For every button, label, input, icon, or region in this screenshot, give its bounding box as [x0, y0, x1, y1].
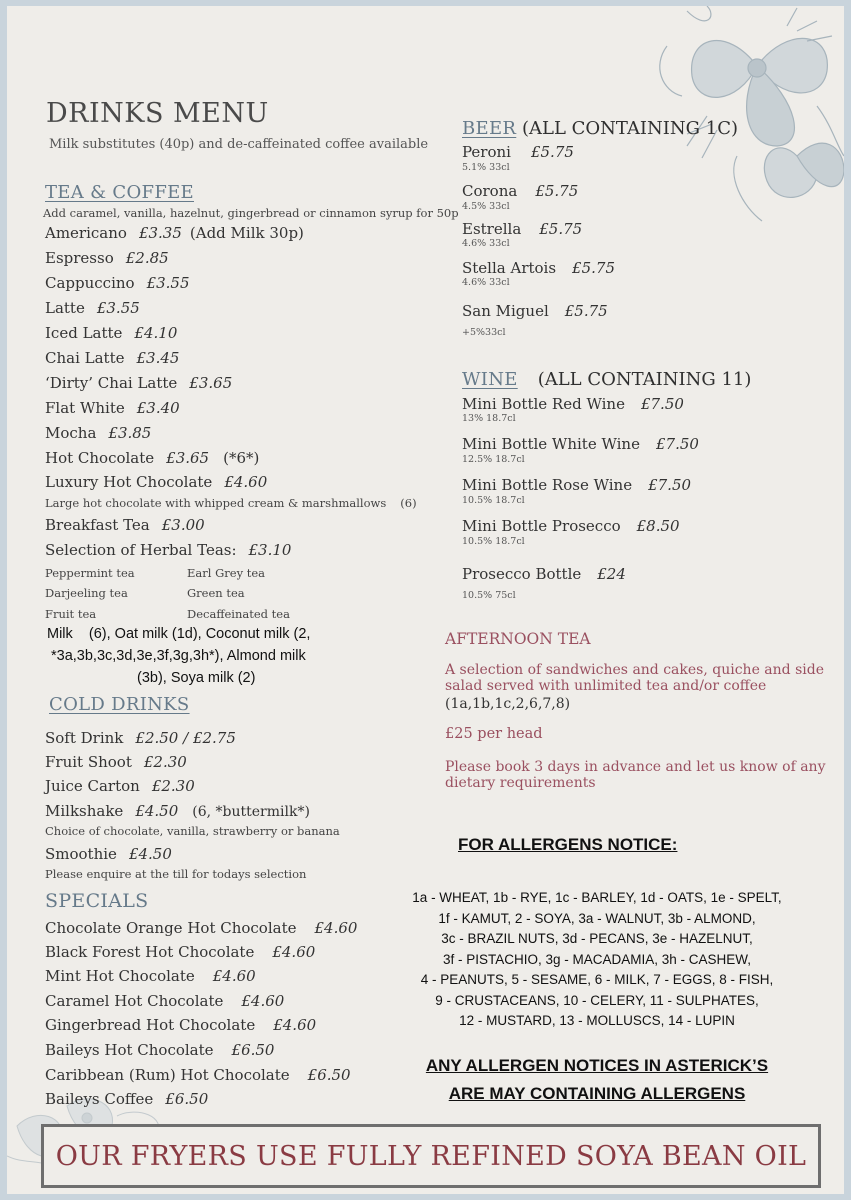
allergen-line: 4 - PEANUTS, 5 - SESAME, 6 - MILK, 7 - EGGS, 8 - FISH, [420, 972, 774, 987]
menu-item: Baileys Coffee £6.50 [45, 1090, 209, 1108]
menu-item: Black Forest Hot Chocolate £4.60 [45, 943, 316, 961]
afternoon-tea-price: £25 per head [445, 726, 543, 742]
drink-detail: +5%33cl [462, 327, 506, 338]
afternoon-tea-description: salad served with unlimited tea and/or coffee [445, 678, 767, 694]
drink-detail: 4.6% 33cl [462, 238, 510, 249]
menu-item: Peroni £5.75 [462, 143, 574, 161]
specials-heading: SPECIALS [45, 890, 149, 912]
tea-option: Peppermint tea [45, 566, 135, 580]
menu-item: Chai Latte £3.45 [45, 349, 180, 367]
menu-item: ‘Dirty’ Chai Latte £3.65 [45, 374, 233, 392]
menu-item: Iced Latte £4.10 [45, 324, 178, 342]
menu-item: Mini Bottle Red Wine £7.50 [462, 395, 684, 413]
menu-item: Gingerbread Hot Chocolate £4.60 [45, 1016, 317, 1034]
smoothie-note: Please enquire at the till for todays selection [45, 867, 307, 881]
milk-allergens-line: Milk (6), Oat milk (1d), Coconut milk (2, [47, 626, 311, 642]
luxury-note: Large hot chocolate with whipped cream & marshmallows (6) [45, 496, 417, 510]
menu-item: Mini Bottle White Wine £7.50 [462, 435, 699, 453]
tea-coffee-heading: TEA & COFFEE [45, 182, 194, 203]
afternoon-tea-description: A selection of sandwiches and cakes, quiche and side [445, 662, 824, 678]
menu-item: Espresso £2.85 [45, 249, 169, 267]
allergens-list [377, 888, 817, 1032]
drink-detail: 10.5% 75cl [462, 590, 516, 601]
drink-detail: 4.6% 33cl [462, 277, 510, 288]
asterisk-notice-line: ARE MAY CONTAINING ALLERGENS [448, 1084, 746, 1103]
menu-item: Prosecco Bottle £24 [462, 565, 626, 583]
drink-detail: 5.1% 33cl [462, 162, 510, 173]
asterisk-notice-line: ANY ALLERGEN NOTICES IN ASTERICK’S [425, 1056, 769, 1075]
menu-item: Mint Hot Chocolate £4.60 [45, 967, 256, 985]
fryer-oil-notice-text: OUR FRYERS USE FULLY REFINED SOYA BEAN OIL [55, 1140, 807, 1172]
milk-allergens-line: (3b), Soya milk (2) [137, 670, 256, 686]
afternoon-tea-heading: AFTERNOON TEA [445, 630, 591, 648]
menu-item: Mini Bottle Rose Wine £7.50 [462, 476, 692, 494]
wine-heading: WINE (ALL CONTAINING 11) [462, 369, 752, 390]
page-subtitle: Milk substitutes (40p) and de-caffeinated coffee available [49, 137, 429, 152]
menu-item: Corona £5.75 [462, 182, 579, 200]
menu-item: Chocolate Orange Hot Chocolate £4.60 [45, 919, 358, 937]
menu-item: Mini Bottle Prosecco £8.50 [462, 517, 680, 535]
milk-allergens-line: *3a,3b,3c,3d,3e,3f,3g,3h*), Almond milk [51, 648, 306, 664]
afternoon-tea-booking: Please book 3 days in advance and let us know of any [445, 759, 826, 775]
menu-item: Fruit Shoot £2.30 [45, 753, 187, 771]
drink-detail: 13% 18.7cl [462, 413, 516, 424]
menu-item: Selection of Herbal Teas: £3.10 [45, 541, 292, 559]
tea-option: Decaffeinated tea [187, 607, 290, 621]
menu-item: Smoothie £4.50 [45, 845, 172, 863]
menu-item: Caribbean (Rum) Hot Chocolate £6.50 [45, 1066, 351, 1084]
asterisk-notice [377, 1052, 817, 1108]
syrup-note: Add caramel, vanilla, hazelnut, gingerbread or cinnamon syrup for 50p [43, 206, 459, 220]
milkshake-note: Choice of chocolate, vanilla, strawberry or banana [45, 824, 340, 838]
drink-detail: 4.5% 33cl [462, 201, 510, 212]
afternoon-tea-allergens: (1a,1b,1c,2,6,7,8) [445, 696, 571, 712]
menu-item: Cappuccino £3.55 [45, 274, 190, 292]
menu-item: Hot Chocolate £3.65 (*6*) [45, 449, 260, 467]
allergens-heading: FOR ALLERGENS NOTICE: [458, 835, 678, 854]
menu-item: Baileys Hot Chocolate £6.50 [45, 1041, 275, 1059]
menu-item: Latte £3.55 [45, 299, 140, 317]
menu-item: Luxury Hot Chocolate £4.60 [45, 473, 268, 491]
allergen-line: 12 - MUSTARD, 13 - MOLLUSCS, 14 - LUPIN [459, 1013, 735, 1028]
menu-item: San Miguel £5.75 [462, 302, 608, 320]
allergen-line: 1a - WHEAT, 1b - RYE, 1c - BARLEY, 1d - OATS, 1e - SPELT, [412, 890, 782, 905]
allergen-line: 9 - CRUSTACEANS, 10 - CELERY, 11 - SULPHATES, [435, 992, 759, 1008]
menu-item: Breakfast Tea £3.00 [45, 516, 205, 534]
beer-heading: BEER (ALL CONTAINING 1C) [462, 118, 739, 139]
allergen-line: 3f - PISTACHIO, 3g - MACADAMIA, 3h - CASHEW, [442, 951, 752, 967]
allergen-line: 1f - KAMUT, 2 - SOYA, 3a - WALNUT, 3b - ALMOND, [438, 910, 756, 926]
drink-detail: 12.5% 18.7cl [462, 454, 525, 465]
drink-detail: 10.5% 18.7cl [462, 536, 525, 547]
tea-option: Earl Grey tea [187, 566, 266, 580]
fryer-oil-notice [41, 1124, 821, 1188]
menu-item: Stella Artois £5.75 [462, 259, 615, 277]
tea-option: Fruit tea [45, 607, 97, 621]
menu-item: Soft Drink £2.50 / £2.75 [45, 729, 236, 747]
cold-drinks-heading: COLD DRINKS [49, 694, 190, 715]
menu-item: Americano £3.35 (Add Milk 30p) [45, 224, 304, 242]
drink-detail: 10.5% 18.7cl [462, 495, 525, 506]
menu-item: Juice Carton £2.30 [45, 777, 195, 795]
menu-item: Milkshake £4.50 (6, *buttermilk*) [45, 802, 310, 820]
menu-page [7, 6, 844, 1194]
menu-item: Estrella £5.75 [462, 220, 583, 238]
allergen-line: 3c - BRAZIL NUTS, 3d - PECANS, 3e - HAZELNUT, [441, 931, 753, 946]
tea-option: Darjeeling tea [45, 586, 128, 600]
menu-item: Caramel Hot Chocolate £4.60 [45, 992, 285, 1010]
menu-item: Mocha £3.85 [45, 424, 152, 442]
tea-option: Green tea [187, 586, 245, 600]
page-title: DRINKS MENU [46, 98, 269, 129]
menu-item: Flat White £3.40 [45, 399, 180, 417]
afternoon-tea-booking: dietary requirements [445, 775, 596, 791]
